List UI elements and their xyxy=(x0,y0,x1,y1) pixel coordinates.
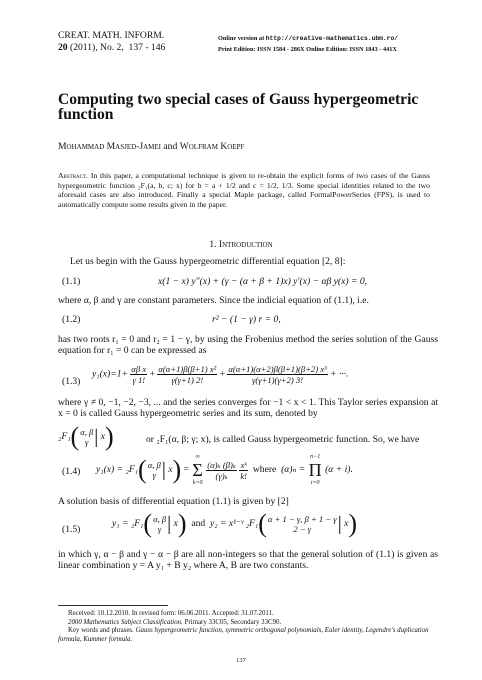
volume: 20 xyxy=(58,42,68,53)
paragraph-3: has two roots r₁ = 0 and r₂ = 1 − γ, by using the Frobenius method the series solution of the Gauss equation for r₁ = 0 can be expressed as xyxy=(58,334,438,357)
journal-name: CREAT. MATH. INFORM. xyxy=(58,30,165,41)
author-and: and xyxy=(163,141,178,152)
paragraph-5: A solution basis of differential equation (1.1) is given by [2] xyxy=(58,496,289,507)
eq-1-5: y₁ = ₂F₁( α, β γ | x) and y₂ = x¹⁻ᵞ ₂F₁( α + 1 − γ, β + 1 − γ 2 − γ | x) xyxy=(112,509,358,538)
eq-1-2: r² − (1 − γ) r = 0, xyxy=(212,314,281,325)
edition-info: Print Edition: ISSN 1584 - 286X Online Edition: ISSN 1843 - 441X xyxy=(218,46,397,53)
online-label: Online version at xyxy=(218,35,265,42)
page-number: 137 xyxy=(236,657,246,664)
keywords: Key words and phrases. Gauss hypergeometric function, symmetric orthogonal polynomials, Euler identity, Legendre's duplication formula, Kummer formula. xyxy=(58,627,429,643)
paragraph-1: Let us begin with the Gauss hypergeometric differential equation [2, 8]: xyxy=(70,256,346,267)
eq-1-5-label: (1.5) xyxy=(62,524,81,535)
eq-1-3-label: (1.3) xyxy=(62,376,81,387)
inline-hypergeometric: ₂F₁( α, β γ | x) xyxy=(58,422,114,451)
year-issue: (2011), No. 2, xyxy=(70,42,124,53)
journal-header xyxy=(58,30,165,54)
author-line xyxy=(58,141,244,152)
edition-header xyxy=(218,33,398,55)
online-url[interactable]: http://creative-mathematics.ubm.ro/ xyxy=(265,35,399,42)
section-heading: 1. Introduction xyxy=(209,239,273,250)
abstract-label: Abstract. xyxy=(58,171,88,180)
abstract xyxy=(58,171,430,210)
eq-1-1: x(1 − x) y″(x) + (γ − (α + β + 1)x) y′(x) − αβ y(x) = 0, xyxy=(158,276,368,287)
abstract-text: In this paper, a computational technique is given to re-obtain the explicit forms of two cases of the Gauss hypergeometric function ₂F₁(a, b, c; x) for b = a + 1/2 and c = 1/2, 1/3. Some special identities related to the two aforesaid cases are also introduced. Finally a special Maple package, called FormalPowerSeries (FPS), is used to automatically compute some results given in the paper. xyxy=(58,171,431,210)
paragraph-2: where α, β and γ are constant parameters. Since the indicial equation of (1.1), i.e. xyxy=(58,295,369,306)
eq-1-4: y₁(x) = ₂F₁( α, β γ | x) = ∞ Σ k=0 $\frac{\text{(α)ₖ (β)ₖ}}{\text{(γ)ₖ}}$ $\frac{\text{xᵏ}}{k!}$ where (α)ₙ = n−1 Π i=0 (α + i). xyxy=(96,454,353,486)
eq-1-4-label: (1.4) xyxy=(62,466,81,477)
paragraph-6: in which γ, α − β and γ − α − β are all non-integers so that the general solution of (1.1) is given as linear combination y = A y₁ + B y₂ where A, B are two constants. xyxy=(58,549,438,572)
footnote-rule xyxy=(58,605,168,606)
eq-1-2-label: (1.2) xyxy=(62,314,81,325)
term-3: $\frac{\text{α(α+1)(α+2)β(β+1)(β+2) x³}}{\gamma(\gamma+1)(\gamma+2) 3!}$ xyxy=(228,364,327,385)
received-dates: Received: 10.12.2010. In revised form: 06.06.2011. Accepted: 31.07.2011. xyxy=(68,610,274,617)
eq-1-3: y₁(x)=1+ $\frac{\text{αβ x}}{\gamma 1!}$ + $\frac{\text{α(α+1)β(β+1) x²}}{\gamma(\gamma+1) 2!}$ + $\frac{\text{α(α+1)(α+2)β(β+1)(β+2) x³}}{\gamma(\gamma+1)(\gamma+2) 3!}$ + ···. xyxy=(92,364,349,385)
author-1: Mohammad Masjed-Jamei xyxy=(58,141,162,152)
footnotes xyxy=(58,610,430,644)
author-2: Wolfram Koepf xyxy=(179,141,245,152)
term-2: $\frac{\text{α(α+1)β(β+1) x²}}{\gamma(\gamma+1) 2!}$ xyxy=(158,364,217,385)
msc-line: 2000 Mathematics Subject Classification. Primary 33C05, Secondary 33C90. xyxy=(68,618,282,626)
journal-citation xyxy=(58,42,165,54)
eq-1-3-tail: + ···. xyxy=(330,368,349,380)
paragraph-4: where γ ≠ 0, −1, −2, −3, ... and the series converges for −1 < x < 1. This Taylor series expansion at x = 0 is called Gauss hypergeometric series and its sum, denoted by xyxy=(58,397,438,420)
paper-title: Computing two special cases of Gauss hypergeometric function xyxy=(58,91,419,123)
paragraph-4b: or ₂F₁(α, β; γ; x), is called Gauss hypergeometric function. So, we have xyxy=(146,434,420,445)
eq-1-1-label: (1.1) xyxy=(62,276,81,287)
eq-1-3-lhs: y₁(x)=1+ xyxy=(92,368,128,380)
page-range: 137 - 146 xyxy=(128,42,166,53)
term-1: $\frac{\text{αβ x}}{\gamma 1!}$ xyxy=(131,364,147,385)
